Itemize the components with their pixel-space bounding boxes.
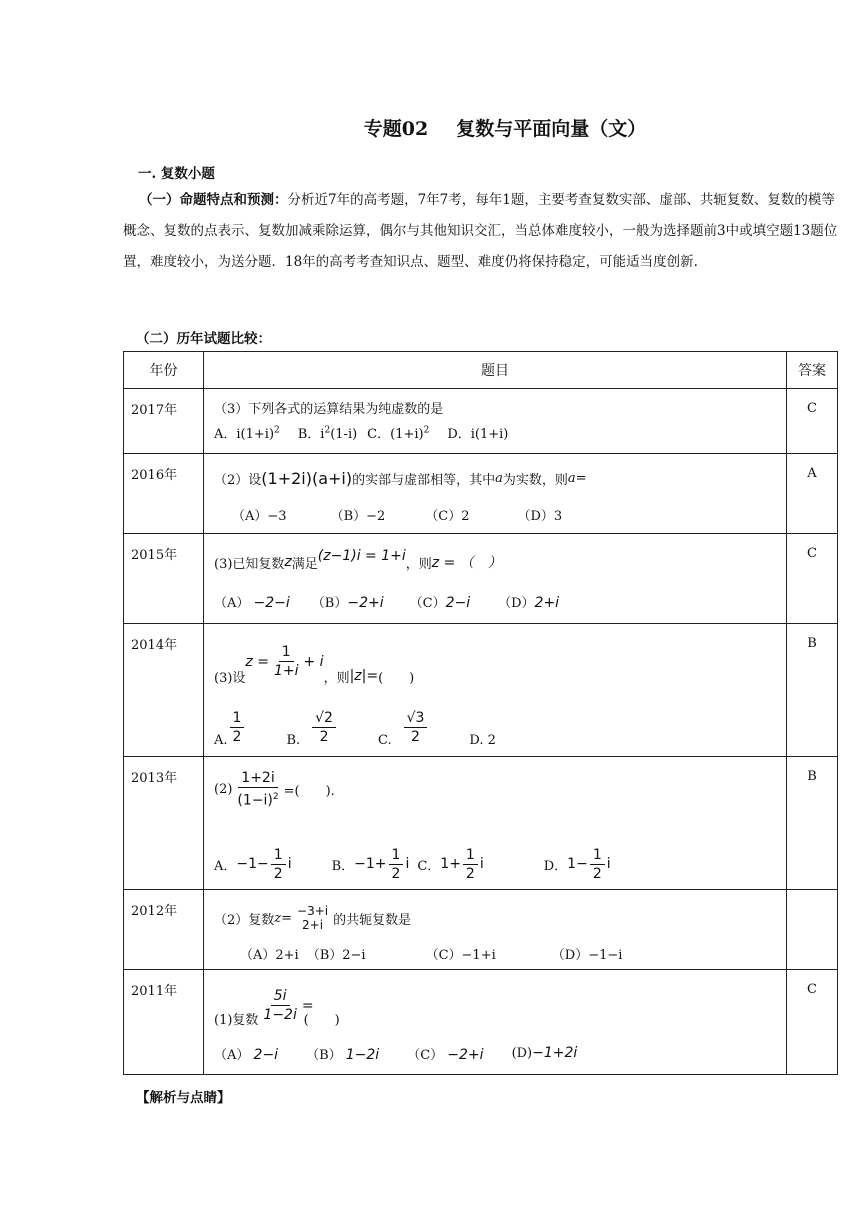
option-c: （C）−1+i [425,947,496,963]
option-a: （A） −2−i [214,594,290,611]
year-cell: 2016年 [124,454,204,534]
table-row [124,757,838,890]
option-b: B． −1+ $\frac{1}{2}$ i [331,846,410,882]
intro-paragraph [123,185,843,278]
table-row [124,970,838,1075]
header-question: 题目 [204,352,787,389]
option-d: D．i(1+i) [447,426,509,442]
option-b: （B）−2 [330,508,386,524]
question-text: (2) $\frac{1+2i}{(1-i)^2}$ =( ). [214,769,335,809]
intro-lead: （一）命题特点和预测： [139,192,288,208]
question-cell [204,534,787,624]
answer-cell: C [787,389,838,454]
intro-text: 分析近7年的高考题，7年7考，每年1题，主要考查复数实部、虚部、共轭复数、复数的模等概念、复数的点表示、复数加减乘除运算，偶尔与其他知识交汇，当总体难度较小，一般为选择题前3中或填空题13题位置，难度较小，为送分题．18年的高考考查知识点、题型、难度仍将保持稳定，可能适当度创新. [123,192,838,270]
option-a: （A）2+i [240,947,299,963]
section-heading: 一. 复数小题 [138,166,215,182]
options [214,1036,786,1070]
option-d: （D）−1−i [551,947,623,963]
options [214,694,786,750]
option-b: （B）−2+i [311,594,384,611]
year-cell: 2015年 [124,534,204,624]
option-c: C．$(1+i)^2$ [367,425,430,442]
question-text: （3）下列各式的运算结果为纯虚数的是 [214,401,444,417]
question-cell [204,389,787,454]
table-row [124,890,838,970]
option-d: (D)−1+2i [511,1045,578,1061]
option-c: （C）2−i [409,594,471,611]
option-c: C. $\frac{√3}{2}$ [378,709,429,750]
question-text: （2）设 (1+2i)(a+i) 的实部与虚部相等，其中 a 为实数，则 a= [214,468,587,488]
math-expression: −3+i 2+i [297,904,329,932]
option-b: （B） 1−2i [306,1046,380,1063]
year-cell: 2014年 [124,624,204,757]
answer-cell [787,890,838,970]
question-cell [204,454,787,534]
options [214,940,786,966]
question-cell [204,890,787,970]
subsection-heading: （二）历年试题比较： [136,331,271,347]
year-cell: 2012年 [124,890,204,970]
year-cell: 2013年 [124,757,204,890]
question-text: (3)已知复数 z 满足 (z−1)i = 1+i ，则 z = （ ） [214,548,502,572]
header-answer: 答案 [787,352,838,389]
question-cell [204,970,787,1075]
option-a: A. $\frac{1}{2}$ [214,709,246,750]
question-text: (3)设 z = $\frac{1}{1+i}$ + i ，则 |z|= ( ) [214,644,415,686]
options [214,496,786,532]
table-row [124,389,838,454]
question-text: （2）复数 z= −3+i 2+i 的共轭复数是 [214,904,412,932]
math-expression: (z−1)i = 1+i [317,548,406,564]
option-a: A． −1− $\frac{1}{2}$ i [214,846,292,882]
title-label: 专题02 [363,118,429,140]
header-year: 年份 [124,352,204,389]
analysis-heading: 【解析与点睛】 [136,1090,231,1106]
option-b: B．$i^2(1-i)$ [297,425,358,442]
year-cell: 2017年 [124,389,204,454]
option-c: （C） −2+i [407,1046,484,1063]
option-d: （D）3 [517,508,563,524]
year-cell: 2011年 [124,970,204,1075]
table-row [124,534,838,624]
options [214,419,786,445]
option-a: A．$i(1+i)^2$ [214,425,280,442]
question-cell [204,624,787,757]
answer-cell: B [787,624,838,757]
math-expression: $\frac{5i}{1-2i}$ = [263,988,314,1023]
answer-cell: C [787,534,838,624]
math-expression: (1+2i)(a+i) [261,468,353,488]
option-a: （A） 2−i [214,1046,279,1063]
question-text: (1)复数 $\frac{5i}{1-2i}$ = ( ) [214,988,340,1028]
options [214,584,786,618]
table-row [124,624,838,757]
question-cell [204,757,787,890]
answer-cell: B [787,757,838,890]
option-c: C． 1+ $\frac{1}{2}$ i [417,846,484,882]
option-b: B. $\frac{√2}{2}$ [286,709,338,750]
option-c: （C）2 [425,508,470,524]
answer-cell: C [787,970,838,1075]
option-a: （A）−3 [232,508,287,524]
table-header-row [124,352,838,389]
option-d: D． 1− $\frac{1}{2}$ i [543,846,611,882]
option-d: （D）2+i [498,594,560,611]
table-row [124,454,838,534]
math-expression: z = $\frac{1}{1+i}$ + i [245,644,324,679]
answer-cell: A [787,454,838,534]
exam-table [123,351,838,1075]
option-d: D. 2 [469,733,496,748]
options [214,841,786,887]
math-expression: $\frac{1+2i}{(1-i)^2}$ [237,769,279,809]
page-title [0,114,860,141]
title-name: 复数与平面向量（文） [456,118,647,140]
option-b: （B）2−i [306,947,366,963]
